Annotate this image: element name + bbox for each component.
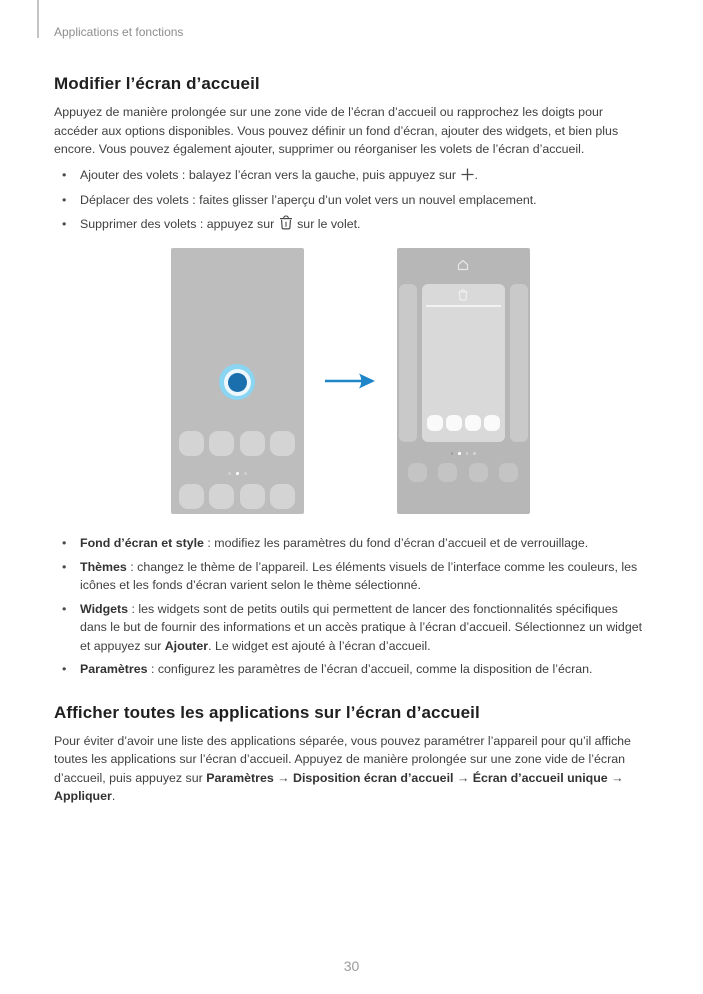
bullet-text: Déplacer des volets : faites glisser l’aperçu d’un volet vers un nouvel emplacement. <box>80 193 537 207</box>
touch-indicator <box>219 364 255 400</box>
bullet-text: Supprimer des volets : appuyez sur <box>80 216 278 231</box>
header-rule <box>37 0 39 38</box>
list-item-remove-panel <box>54 215 646 236</box>
app-icon-placeholder <box>469 463 488 482</box>
running-header: Applications et fonctions <box>54 25 184 39</box>
app-icon-row <box>179 431 296 456</box>
option-text: Thèmes : changez le thème de l’appareil. Les éléments visuels de l’interface comme les couleurs, les icônes et les fonds d’écran varient selon le thème sélectionné. <box>80 559 638 592</box>
show-all-apps-paragraph: Pour éviter d’avoir une liste des applications séparée, vous pouvez paramétrer l’appareil pour qu’il affiche toutes les applications sur l’écran d’accueil. Appuyez de manière prolongée sur une zone vide de l’écran d’accueil, puis appuyez sur Paramètres → Disposition écran d’accueil → Écran d’accueil unique → Appliquer. <box>54 733 631 803</box>
option-text: Fond d’écran et style : modifiez les paramètres du fond d’écran d’accueil et de verrouillage. <box>80 536 589 550</box>
phone-edit-mode <box>397 248 530 514</box>
app-icon-placeholder <box>209 431 234 456</box>
page-number: 30 <box>343 958 360 974</box>
app-icon-placeholder <box>446 415 462 431</box>
app-icon-placeholder <box>465 415 481 431</box>
page-content <box>54 72 646 806</box>
bullet-text: . <box>474 167 478 182</box>
app-icon-placeholder <box>179 431 204 456</box>
panel-preview-current <box>422 284 505 442</box>
phone-home-screen <box>171 248 304 514</box>
app-icon-placeholder <box>240 484 265 509</box>
list-item-move-panel <box>54 191 646 210</box>
panel-preview-left <box>399 284 417 442</box>
panel-preview-right <box>510 284 528 442</box>
option-text: Paramètres : configurez les paramètres de l’écran d’accueil, comme la disposition de l’écran. <box>80 662 593 676</box>
edit-options-list <box>54 534 646 679</box>
app-icon-placeholder <box>484 415 500 431</box>
app-icon-placeholder <box>209 484 234 509</box>
panel-actions-list <box>54 166 646 236</box>
app-icon-placeholder <box>179 484 204 509</box>
bullet-text: sur le volet. <box>293 216 361 231</box>
app-icon-row <box>179 484 296 509</box>
trash-icon <box>458 288 469 306</box>
list-item-settings <box>54 660 646 679</box>
option-text: Widgets : les widgets sont de petits outils qui permettent de lancer des fonctionnalités spécifiques dans le but de fournir des informations et un accès pratique à l’écran d’accueil. Sélectionnez un widget et appuyez sur Ajouter. Le widget est ajouté à l’écran d’accueil. <box>80 601 643 653</box>
page-indicator-dots <box>171 472 304 475</box>
app-icon-placeholder <box>438 463 457 482</box>
arrow-right-icon <box>324 369 376 393</box>
section-title-show-all-apps: Afficher toutes les applications sur l’écran d’accueil <box>54 702 480 722</box>
list-item-themes <box>54 558 646 595</box>
section-title-edit-home: Modifier l’écran d’accueil <box>54 74 260 93</box>
list-item-widgets <box>54 600 646 656</box>
app-icon-placeholder <box>408 463 427 482</box>
app-icon-placeholder <box>270 431 295 456</box>
dock-icon-row <box>408 463 519 482</box>
transition-arrow <box>304 248 397 514</box>
app-icon-placeholder <box>427 415 443 431</box>
bullet-text: Ajouter des volets : balayez l’écran vers la gauche, puis appuyez sur <box>80 167 460 182</box>
app-icon-placeholder <box>499 463 518 482</box>
intro-paragraph: Appuyez de manière prolongée sur une zone vide de l’écran d’accueil ou rapprochez les doigts pour accéder aux options disponibles. Vous pouvez définir un fond d’écran, ajouter des widgets, et bien plus encore. Vous pouvez également ajouter, supprimer ou réorganiser les volets de l’écran d’accueil. <box>54 105 619 156</box>
app-icon-placeholder <box>240 431 265 456</box>
home-icon <box>457 258 469 276</box>
trash-icon <box>279 219 293 233</box>
home-screen-figure <box>54 248 646 514</box>
page-indicator-dots <box>397 452 530 455</box>
app-icon-placeholder <box>270 484 295 509</box>
panel-app-row <box>427 415 500 431</box>
list-item-wallpaper <box>54 534 646 553</box>
panel-divider <box>426 305 501 307</box>
list-item-add-panel <box>54 166 646 187</box>
plus-icon <box>461 170 474 184</box>
